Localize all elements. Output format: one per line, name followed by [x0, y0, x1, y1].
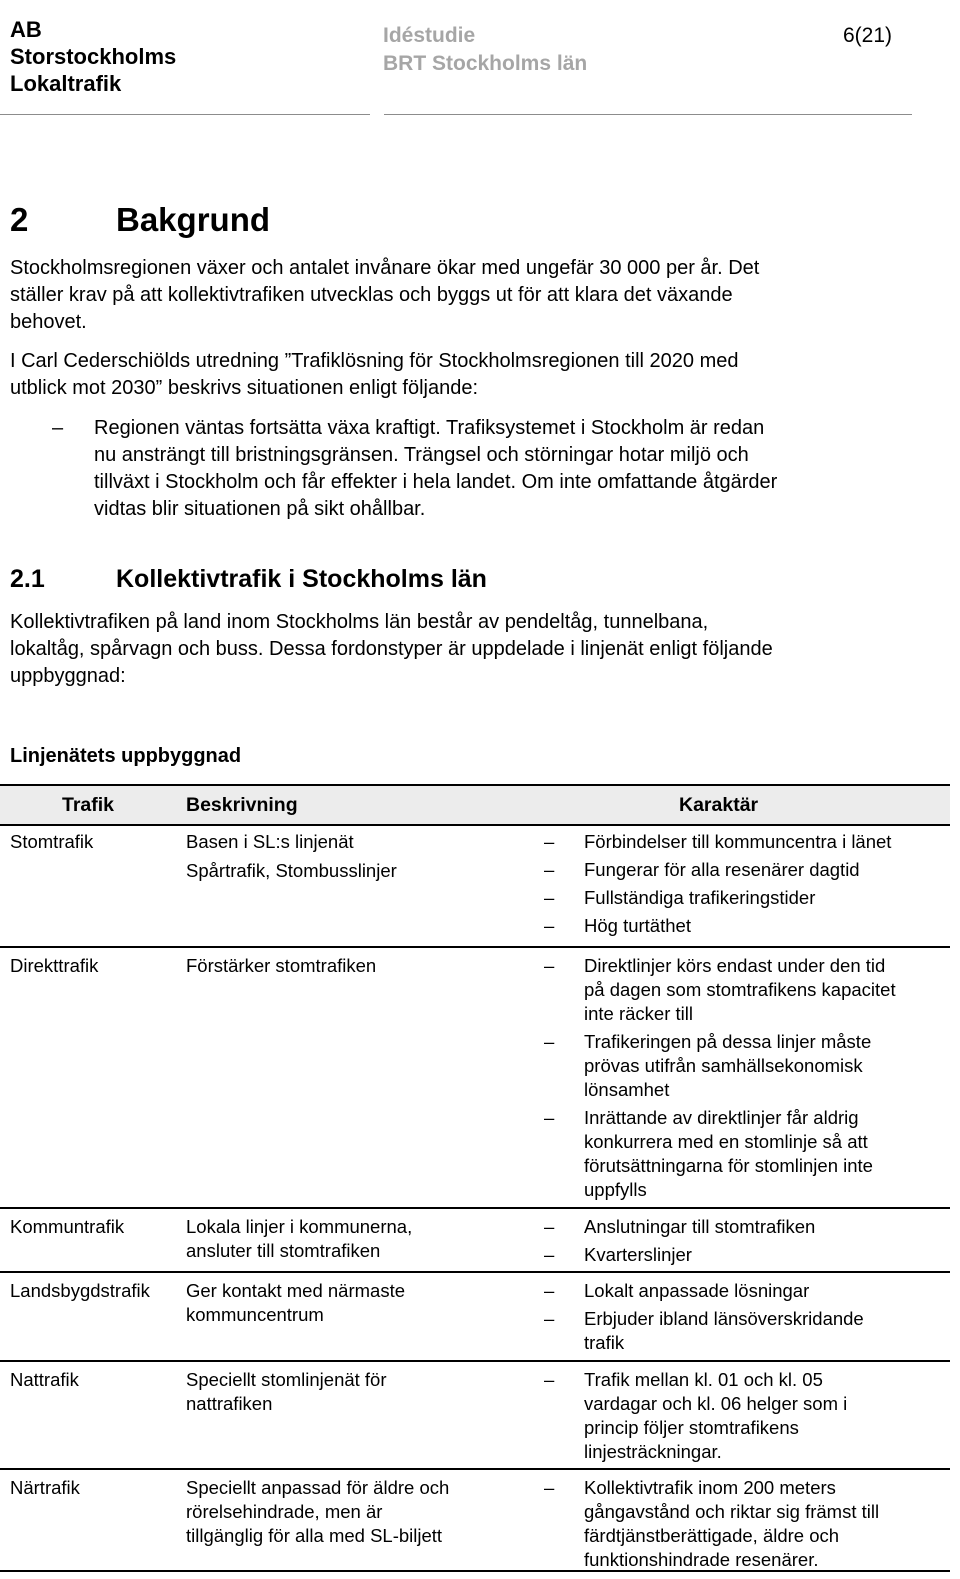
karaktar-line: förutsättningarna för stomlinjen inte	[584, 1155, 873, 1176]
karaktar-item	[540, 1215, 950, 1239]
bullet-dash: –	[544, 955, 555, 976]
bullet-dash: –	[544, 1244, 555, 1265]
beskrivning-cell	[186, 1476, 516, 1548]
karaktar-line: Kollektivtrafik inom 200 meters	[584, 1477, 836, 1498]
bullet-dash: –	[544, 887, 555, 908]
header-rule	[0, 114, 370, 115]
karaktar-cell	[540, 1279, 950, 1355]
section-number: 2	[10, 201, 29, 238]
section-heading	[10, 197, 270, 243]
subsection-heading	[10, 562, 487, 596]
karaktar-cell	[540, 1215, 950, 1267]
karaktar-item	[540, 1106, 950, 1202]
beskrivning-cell	[186, 1368, 516, 1416]
karaktar-line: princip följer stomtrafikens	[584, 1417, 799, 1438]
beskrivning-line: kommuncentrum	[186, 1304, 324, 1325]
bullet-dash: –	[544, 1308, 555, 1329]
karaktar-item	[540, 1476, 950, 1572]
document-title-line: Idéstudie	[383, 24, 476, 47]
trafik-cell: Kommuntrafik	[10, 1216, 125, 1237]
bullet-dash: –	[544, 859, 555, 880]
bullet-dash: –	[544, 1477, 555, 1498]
karaktar-line: konkurrera med en stomlinje så att	[584, 1131, 868, 1152]
karaktar-line: Hög turtäthet	[584, 915, 691, 936]
beskrivning-line: Lokala linjer i kommunerna,	[186, 1216, 413, 1237]
table-row	[0, 948, 950, 1209]
paragraph-line: utblick mot 2030” beskrivs situationen enligt följande:	[10, 377, 479, 399]
column-header-karaktar: Karaktär	[679, 794, 759, 816]
bullet-line: tillväxt i Stockholm och får effekter i hela landet. Om inte omfattande åtgärder	[94, 471, 778, 493]
table-row	[0, 1273, 950, 1362]
karaktar-line: funktionshindrade resenärer.	[584, 1549, 819, 1570]
karaktar-line: Trafik mellan kl. 01 och kl. 05	[584, 1369, 823, 1390]
paragraph-line: Kollektivtrafiken på land inom Stockholms län består av pendeltåg, tunnelbana,	[10, 611, 709, 633]
karaktar-line: lönsamhet	[584, 1079, 670, 1100]
karaktar-line: prövas utifrån samhällsekonomisk	[584, 1055, 863, 1076]
karaktar-line: på dagen som stomtrafikens kapacitet	[584, 979, 896, 1000]
karaktar-item	[540, 830, 950, 854]
karaktar-item	[540, 1368, 950, 1464]
karaktar-line: vardagar och kl. 06 helger som i	[584, 1393, 848, 1414]
beskrivning-cell	[186, 1215, 516, 1263]
bullet-dash: –	[544, 1369, 555, 1390]
beskrivning-line: Förstärker stomtrafiken	[186, 955, 377, 976]
beskrivning-line: Ger kontakt med närmaste	[186, 1280, 406, 1301]
karaktar-item	[540, 954, 950, 1026]
trafik-cell: Närtrafik	[10, 1477, 80, 1498]
karaktar-cell	[540, 954, 950, 1202]
karaktar-cell	[540, 1368, 950, 1464]
beskrivning-line: Speciellt stomlinjenät för	[186, 1369, 387, 1390]
karaktar-line: trafik	[584, 1332, 625, 1353]
paragraph-line: lokaltåg, spårvagn och buss. Dessa fordonstyper är uppdelade i linjenät enligt följande	[10, 638, 773, 660]
logo-line: Lokaltrafik	[10, 71, 122, 96]
karaktar-item	[540, 1279, 950, 1303]
beskrivning-line: ansluter till stomtrafiken	[186, 1240, 381, 1261]
line-network-table	[0, 784, 950, 1572]
bullet-line: Regionen väntas fortsätta växa kraftigt. Trafiksystemet i Stockholm är redan	[94, 417, 765, 439]
trafik-cell: Stomtrafik	[10, 831, 94, 852]
beskrivning-line: Spårtrafik, Stombusslinjer	[186, 860, 397, 881]
page-number: 6(21)	[843, 24, 893, 47]
karaktar-item	[540, 914, 950, 938]
paragraph	[10, 609, 910, 690]
column-header-beskrivning: Beskrivning	[186, 794, 298, 816]
beskrivning-line: nattrafiken	[186, 1393, 273, 1414]
karaktar-line: gångavstånd och riktar sig främst till	[584, 1501, 880, 1522]
karaktar-line: Direktlinjer körs endast under den tid	[584, 955, 886, 976]
karaktar-line: Trafikeringen på dessa linjer måste	[584, 1031, 872, 1052]
bullet-dash: –	[544, 1031, 555, 1052]
beskrivning-line: Basen i SL:s linjenät	[186, 831, 354, 852]
karaktar-cell	[540, 830, 950, 938]
beskrivning-line: rörelsehindrade, men är	[186, 1501, 383, 1522]
column-header-trafik: Trafik	[62, 794, 115, 816]
table-header	[0, 784, 950, 826]
bullet-dash: –	[544, 1107, 555, 1128]
document-title-line: BRT Stockholms län	[383, 52, 588, 75]
table-row	[0, 1209, 950, 1273]
karaktar-line: inte räcker till	[584, 1003, 693, 1024]
logo-line: AB	[10, 17, 42, 42]
bullet-dash: –	[544, 1280, 555, 1301]
bullet-line: vidtas blir situationen på sikt ohållbar.	[94, 498, 426, 520]
table-row	[0, 1470, 950, 1572]
beskrivning-cell	[186, 1279, 516, 1327]
karaktar-line: Anslutningar till stomtrafiken	[584, 1216, 816, 1237]
beskrivning-cell	[186, 830, 516, 883]
karaktar-item	[540, 886, 950, 910]
karaktar-line: Inrättande av direktlinjer får aldrig	[584, 1107, 859, 1128]
document-title	[383, 22, 587, 78]
paragraph-line: behovet.	[10, 311, 87, 333]
karaktar-line: Fungerar för alla resenärer dagtid	[584, 859, 860, 880]
table-caption: Linjenätets uppbyggnad	[10, 745, 242, 767]
table-row	[0, 826, 950, 948]
karaktar-line: Erbjuder ibland länsöverskridande	[584, 1308, 864, 1329]
karaktar-item	[540, 1030, 950, 1102]
karaktar-item	[540, 1243, 950, 1267]
company-logo	[10, 16, 176, 97]
karaktar-line: linjesträckningar.	[584, 1441, 722, 1462]
paragraph-line: ställer krav på att kollektivtrafiken utvecklas och byggs ut för att klara det växande	[10, 284, 733, 306]
header-rule	[384, 114, 912, 115]
bullet-line: nu ansträngt till bristningsgränsen. Trängsel och störningar hotar miljö och	[94, 444, 749, 466]
subsection-number: 2.1	[10, 565, 45, 593]
subsection-title: Kollektivtrafik i Stockholms län	[116, 565, 487, 593]
trafik-cell: Nattrafik	[10, 1369, 79, 1390]
paragraph-line: I Carl Cederschiölds utredning ”Trafiklösning för Stockholmsregionen till 2020 med	[10, 350, 739, 372]
karaktar-line: Lokalt anpassade lösningar	[584, 1280, 810, 1301]
beskrivning-cell	[186, 954, 516, 978]
paragraph-line: Stockholmsregionen växer och antalet invånare ökar med ungefär 30 000 per år. Det	[10, 257, 760, 279]
karaktar-line: färdtjänstberättigade, äldre och	[584, 1525, 840, 1546]
trafik-cell: Direkttrafik	[10, 955, 99, 976]
bullet-dash: –	[544, 915, 555, 936]
karaktar-line: Förbindelser till kommuncentra i länet	[584, 831, 892, 852]
paragraph	[10, 348, 910, 402]
bullet-text	[94, 415, 882, 523]
karaktar-item	[540, 1307, 950, 1355]
paragraph-line: uppbyggnad:	[10, 665, 126, 687]
bullet-dash: –	[544, 1216, 555, 1237]
karaktar-item	[540, 858, 950, 882]
table-row	[0, 1362, 950, 1470]
logo-line: Storstockholms	[10, 44, 177, 69]
karaktar-cell	[540, 1476, 950, 1572]
beskrivning-line: Speciellt anpassad för äldre och	[186, 1477, 450, 1498]
quote-bullet	[52, 415, 882, 523]
karaktar-line: Kvarterslinjer	[584, 1244, 692, 1265]
table-body	[0, 826, 950, 1572]
beskrivning-line: tillgänglig för alla med SL-biljett	[186, 1525, 443, 1546]
karaktar-line: uppfylls	[584, 1179, 647, 1200]
trafik-cell: Landsbygdstrafik	[10, 1280, 150, 1301]
paragraph	[10, 255, 910, 336]
bullet-dash: –	[544, 831, 555, 852]
bullet-dash: –	[52, 417, 64, 439]
section-title: Bakgrund	[116, 201, 271, 238]
karaktar-line: Fullständiga trafikeringstider	[584, 887, 816, 908]
